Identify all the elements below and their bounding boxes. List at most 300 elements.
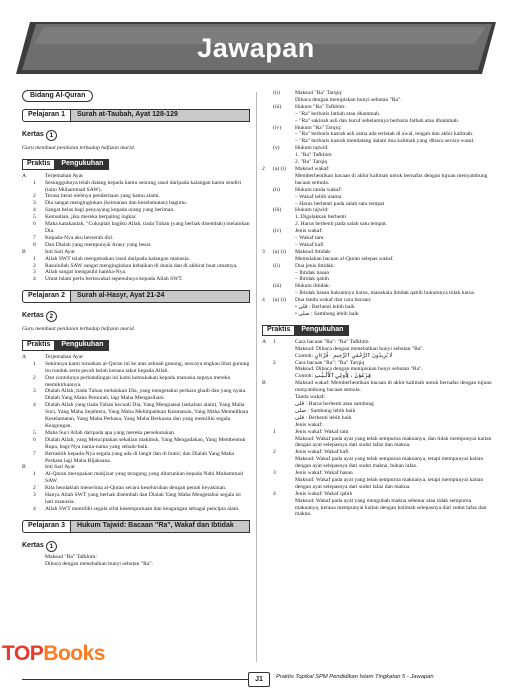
item-letter [262,346,273,353]
footer-rule [22,679,248,680]
item-number: 1 [33,360,36,367]
item-letter [22,451,33,465]
item-text: Dialah Allah, tiada Tuhan melainkan Dia, yang mengetahui perkara ghaib dan yang nyata. Dialah Yang Maha Pemurah, lagi Maha Mengasihani. [45,388,247,402]
item-number: 2 [33,374,36,381]
item-text: Inti Sari Ayat [45,248,75,255]
list-item [22,173,250,180]
item-text: Terjemahan Ayat [45,172,83,179]
item-number: 2 [33,193,36,200]
item-text: Dua jenis ibtidak: [295,262,335,269]
item-text: Jenis wakaf: Wakaf qabih [295,490,353,497]
list-item [262,207,492,214]
item-number [273,214,295,221]
item-letter [262,131,273,138]
list-item [22,430,250,437]
list-item [262,422,492,429]
item-text: Dialah Allah yang tiada Tuhan kecuali Dia, Yang Menguasai (sekalian alam), Yang Maha Suci, Yang Maha Sejahtera, Yang Maha Melimpahkan Keamanan, Yang Maha Memelihara Keselamatan, Yang Maha Perkasa, Yang Maha Berkuasa dan yang memiliki segala Keagungan. [45,402,249,429]
list-item [262,311,492,318]
list-item [22,354,250,361]
item-text: صلى : Sambung lebih baik [295,407,356,414]
item-text: 2. "Ra" Tarqiq [295,159,328,166]
answer-list [262,339,492,519]
item-number [273,256,295,263]
item-number [273,353,295,360]
list-item [262,166,492,173]
item-number [33,173,45,180]
praktis-label: Praktis [22,340,55,351]
item-number: (ii) [273,90,280,96]
item-number: (iii) [273,283,282,290]
item-letter [22,437,33,451]
item-text: Dua tanda wakaf dan cara bacaan: [295,297,372,304]
item-letter [22,485,33,492]
item-number [33,249,45,256]
item-text: Allah SWT telah mengutuskan rasul daripada kalangan manusia. [45,255,190,262]
item-text: Tanda wakaf: [295,394,326,401]
item-letter [262,415,273,422]
item-text: قلى : Berhenti lebih baik [295,414,352,421]
item-text: Maksud wakaf: [295,165,330,172]
list-item [262,90,492,97]
list-item [22,485,250,492]
item-number: 1 [33,255,36,262]
item-number: 2 [273,449,276,456]
item-number: 3 [33,269,36,276]
list-item [22,464,250,471]
list-item [262,104,492,111]
item-text: – "Ra" berbaris kasrah asli sama ada terletak di awal, tengah dan akhir kalimah. [295,131,474,138]
title-banner [16,20,496,76]
item-letter [262,235,273,242]
item-number: 1 [33,471,36,478]
list-item [262,394,492,401]
kertas-number: 1 [46,541,57,552]
list-item [22,402,250,430]
item-letter: A [262,338,267,345]
item-letter [262,90,273,97]
item-number: 1 [273,338,276,345]
list-item [262,456,492,470]
item-number [273,270,295,277]
watermark-books: Books [43,642,105,665]
item-letter [262,97,273,104]
list-item [262,242,492,249]
item-text: – "Ra" berbaris fathah atau dhammah. [295,110,381,117]
item-letter [22,207,33,214]
item-number [273,346,295,353]
list-item [262,131,492,138]
item-letter [262,263,273,270]
page-title: Jawapan [197,32,315,63]
item-text: Maksud: Wakaf pada ayat yang telah sempurna maknanya, dan tidak mempunyai kaitan dengan ayat selepasnya dari sudut lafaz dan makna. [295,435,492,449]
item-text: Hukum "Ra" Tarqiq: [295,124,342,131]
item-number [273,152,295,159]
item-text: Sesungguhnya telah datang kepada kamu seorang rasul daripada kalangan kamu sendiri (iaitu Muhammad SAW). [45,179,242,193]
item-number: 4 [33,207,36,214]
item-number: 6 [33,436,36,443]
item-number [273,373,295,380]
item-number [273,159,295,166]
page-number: J1 [248,672,270,687]
list-item [262,415,492,422]
item-letter [262,270,273,277]
kertas-number: 1 [46,130,57,141]
list-item [262,263,492,270]
item-text: Hukum tanda wakaf: [295,186,342,193]
item-number: (a) (i) [273,297,286,304]
item-letter [262,145,273,152]
list-item [262,408,492,415]
item-text: Memberhentikan bacaan di akhir kalimah untuk bernafas dengan tujuan menyambung bacaan semula. [295,172,488,186]
item-text: Hukum tajwid: [295,145,329,152]
item-letter [262,456,273,470]
item-letter [262,104,273,111]
list-item [262,118,492,125]
item-number: 4 [33,276,36,283]
item-text: Maksud wakaf: Memberhentikan bacaan di akhir kalimah untuk bernafas dengan tujuan menyambung bacaan semula. [295,380,492,394]
praktis-label: Praktis [262,325,295,336]
item-number [273,477,295,491]
item-number [273,97,295,104]
praktis-label: Praktis [22,159,55,170]
list-item [262,353,492,360]
item-text: – Wakaf kafi [295,241,324,248]
kertas-label: Kertas [22,130,44,138]
item-letter [262,152,273,159]
item-letter [22,180,33,194]
item-text: Kita hendaklah menerima al-Quran secara keseluruhan dengan penuh keyakinan. [45,485,227,492]
list-item [22,388,250,402]
item-text: Maka katakanlah, "Cukuplah bagiku Allah, tiada Tuhan (yang berhak disembah) melainkan Dia. [45,221,250,234]
item-text: Jenis wakaf: Wakaf kafi [295,449,349,456]
item-text: Terjemahan Ayat [45,353,83,360]
item-text: Jenis wakaf: [295,228,323,235]
item-letter [22,388,33,402]
list-item [262,152,492,159]
list-item [262,470,492,477]
list-item [262,256,492,263]
item-letter [262,498,273,519]
item-number [273,380,295,394]
item-number [273,456,295,470]
item-letter [262,401,273,408]
item-number [273,235,295,242]
item-number: 3 [273,470,276,477]
list-item [262,339,492,346]
item-text: Maha Suci Allah daripada apa yang mereka persekutukan. [45,429,176,436]
item-letter [262,207,273,214]
list-item [262,276,492,283]
item-letter [262,436,273,450]
item-text: Maksud "Ra" Tafkhim: [45,553,97,560]
item-letter [262,311,273,318]
item-text: Kemudian, jika mereka berpaling ingkar. [45,214,137,221]
list-item [22,235,250,242]
item-letter [262,290,273,297]
list-item [262,187,492,194]
item-letter: 2 [262,165,265,172]
item-number [273,242,295,249]
item-number: 4 [273,490,276,497]
item-number: (v) [273,145,280,152]
list-item [262,429,492,436]
item-number: 7 [33,234,36,241]
answer-list [262,90,492,318]
item-letter [262,276,273,283]
item-text: 2. Harus berhenti pada salah satu tempat. [295,221,387,228]
left-column [22,90,250,568]
item-text: – Ibtidak hasan hukumnya harus, manakala ibtidak qabih hukumnya tidak harus. [295,290,476,297]
item-letter: B [262,380,266,387]
item-number [273,401,295,408]
item-letter [22,506,33,513]
item-text: Cara bacaan "Ra": "Ra" Tafkhim [295,338,369,345]
list-item [22,242,250,249]
item-number [273,415,295,422]
list-item [262,235,492,242]
item-text: – Harus berhenti pada salah satu tempat [295,200,385,207]
column-divider [256,92,257,662]
item-number: (a) (i) [273,248,286,255]
item-letter [262,353,273,360]
list-item [22,506,250,513]
topbooks-watermark [2,642,105,666]
list-item [262,346,492,353]
item-text: Hukum "Ra" Tafkhim: [295,103,346,110]
kertas-note: Guru membuat penilaian terhadap hafazan murid. [22,144,136,151]
item-letter [262,373,273,380]
item-text: Maksud: Dibaca dengan menipiskan bunyi sebutan "Ra". [295,366,423,373]
item-letter [22,402,33,430]
kertas-note: Guru membuat penilaian terhadap hafazan murid. [22,326,136,333]
item-letter [262,111,273,118]
praktis-tag [22,159,109,170]
item-text: Contoh: لَا يُرِيدُونَ ٱلرَّحْمَٰنِ ٱلرَّحِيمِ · قُرْءَانٍ [295,352,393,359]
lesson-title: Hukum Tajwid: Bacaan "Ra", Wakaf dan Ibtidak [71,520,250,533]
item-text: Memulakan bacaan al-Quran selepas wakaf. [295,255,394,262]
item-text: – Wakaf lebih utama [295,193,342,200]
item-number [273,422,295,429]
list-item [22,180,250,194]
list-item [262,201,492,208]
list-item [22,276,250,283]
list-item [22,256,250,263]
item-text: Dialah Allah, yang Menciptakan sekalian makhluk, Yang Mengadakan, Yang Membentuk Rupa, bagi-Nya nama-nama yang sebaik-baik. [45,436,246,450]
pengukuhan-label: Pengukuhan [55,159,109,170]
list-item [262,249,492,256]
item-letter [262,283,273,290]
item-number [273,194,295,201]
item-letter [262,173,273,187]
item-number: (iii) [273,207,282,214]
item-text: Dia sangat menginginkan (keimanan dan keselamatan) bagimu. [45,200,188,207]
item-number [273,118,295,125]
item-letter [262,187,273,194]
list-item [22,263,250,270]
item-number [273,304,295,311]
lesson-title: Surah at-Taubah, Ayat 128-129 [71,109,250,122]
item-letter [22,193,33,200]
item-text: Terasa berat olehnya penderitaan yang kamu alami. [45,193,161,200]
item-text: Cara bacaan "Ra": "Ra" Tarqiq [295,359,365,366]
item-letter [262,394,273,401]
kertas-tag [22,130,57,141]
item-letter [262,408,273,415]
list-item [262,194,492,201]
item-text: Hanya Allah SWT yang berhak disembah dan Dialah Yang Maha Mengetahui segala isi hati manusia. [45,492,241,505]
item-number: 1 [33,179,36,186]
praktis-tag [22,340,109,351]
list-item [262,498,492,519]
item-letter [262,256,273,263]
item-text: Allah sangat mengasihi hamba-Nya. [45,269,127,276]
item-letter [22,492,33,506]
item-letter [262,194,273,201]
list-item [262,491,492,498]
item-letter [262,228,273,235]
item-number [273,111,295,118]
item-text: Dibaca dengan menipiskan bunyi sebutan "Ra". [295,96,402,103]
item-letter [22,242,33,249]
item-letter [262,491,273,498]
item-number: 4 [33,505,36,512]
item-number: 2 [273,359,276,366]
lesson-header [22,109,250,122]
item-letter [22,269,33,276]
page-footer [0,668,512,688]
item-letter [22,430,33,437]
kertas-tag [22,541,57,552]
item-letter [262,159,273,166]
item-letter: B [22,464,26,471]
item-text: Maksud ibtidak: [295,248,332,255]
lesson-label: Pelajaran 2 [22,290,71,303]
pengukuhan-label: Pengukuhan [295,325,349,336]
item-text: 1. "Ra" Tafkhim [295,152,332,159]
item-text: Maksud: Dibaca dengan menebalkan bunyi sebutan "Ra". [295,345,424,352]
item-number: 1 [273,428,276,435]
item-text: – Ibtidak hasan [295,269,330,276]
answer-list [22,354,250,513]
item-text: Bertasbih kepada-Nya segala yang ada di langit dan di bumi; dan Dialah Yang Maha Perkasa lagi Maha Bijaksana. [45,450,234,464]
list-item [262,173,492,187]
item-letter [22,361,33,375]
item-letter [22,471,33,485]
list-item [262,111,492,118]
item-text: Sekiranya kami turunkan al-Quran ini ke atas sebuah gunung, nescaya engkau lihat gunung itu tunduk serta pecah belah kerana takut kepada Allah. [45,360,250,374]
item-number [33,354,45,361]
list-item [22,492,250,506]
list-item [22,221,250,235]
list-item [262,401,492,408]
item-number: 3 [33,200,36,207]
item-letter [262,477,273,491]
item-number: (ii) [273,262,280,269]
item-number: (iv) [273,228,282,235]
item-letter [22,263,33,270]
item-letter [262,449,273,456]
item-text: – Ibtidak qabih [295,276,329,283]
item-letter [262,201,273,208]
item-text: Maksud: Wakaf pada ayat yang telah sempurna maknanya, tetapi mempunyai kaitan dengan ayat selepasnya dari sudut lafaz dan makna. [295,476,484,490]
list-item [22,269,250,276]
item-letter: 4 [262,297,265,304]
right-column [262,90,492,518]
item-number [273,498,295,519]
pengukuhan-label: Pengukuhan [55,340,109,351]
kertas-label: Kertas [22,541,44,549]
item-letter [22,561,33,568]
list-item [22,437,250,451]
item-text: Kepada-Nya aku berserah diri. [45,234,114,241]
section-label: Bidang Al-Quran [22,90,93,102]
item-number: 3 [33,388,36,395]
item-number: 2 [33,262,36,269]
answer-list [22,173,250,284]
item-letter [262,470,273,477]
item-letter [262,422,273,429]
item-text: قلى : Harus berhenti atau sambung [295,400,374,407]
list-item [262,270,492,277]
list-item [22,207,250,214]
item-text: 1. Digalakkan berhenti [295,214,347,221]
item-number [273,394,295,401]
item-letter: A [22,172,27,179]
lesson-header [22,290,250,303]
item-number: (ii) [273,186,280,193]
item-number: (iii) [273,103,282,110]
item-text: Dan Dialah yang mempunyai Arasy yang besar. [45,241,152,248]
item-text: Hukum ibtidak: [295,283,331,290]
kertas-tag [22,311,57,322]
item-letter: 3 [262,248,265,255]
item-number: 8 [33,241,36,248]
list-item [22,361,250,375]
answer-list [22,554,250,568]
item-number: 5 [33,429,36,436]
item-letter [262,118,273,125]
list-item [262,360,492,367]
item-text: • قلى : Berhenti lebih baik [295,304,355,311]
list-item [262,380,492,394]
item-letter [262,242,273,249]
item-letter [22,200,33,207]
lesson-label: Pelajaran 1 [22,109,71,122]
item-text: Rasulullah SAW sangat menginginkan kebaikan di dunia dan di akhirat buat umatnya. [45,262,238,269]
item-number [273,173,295,187]
item-text: Sangat belas bagi penyayang kepada orang yang beriman. [45,207,175,214]
item-text: Maksud: Wakaf pada ayat yang mengubah makna sebenar atau tidak sempurna maknanya, kerana mempunyai kaitan dengan kalimah selepasnya dari sudut lafaz dan makna. [295,497,487,518]
item-number: 5 [33,214,36,221]
item-number [273,366,295,373]
list-item [22,375,250,389]
item-number: 6 [33,221,36,228]
item-text: Maksud "Ra" Tarqiq: [295,90,343,96]
item-letter [262,138,273,145]
list-item [262,228,492,235]
item-text: Umat Islam perlu bertawakal sepenuhnya kepada Allah SWT. [45,276,183,283]
item-letter: B [22,248,26,255]
list-item [22,561,250,568]
list-item [262,138,492,145]
item-number: (a) (i) [273,165,286,172]
item-letter [22,554,33,561]
item-number [273,311,295,318]
item-text: – Wakaf tam [295,235,324,242]
list-item [22,249,250,256]
list-item [262,477,492,491]
item-letter [262,429,273,436]
